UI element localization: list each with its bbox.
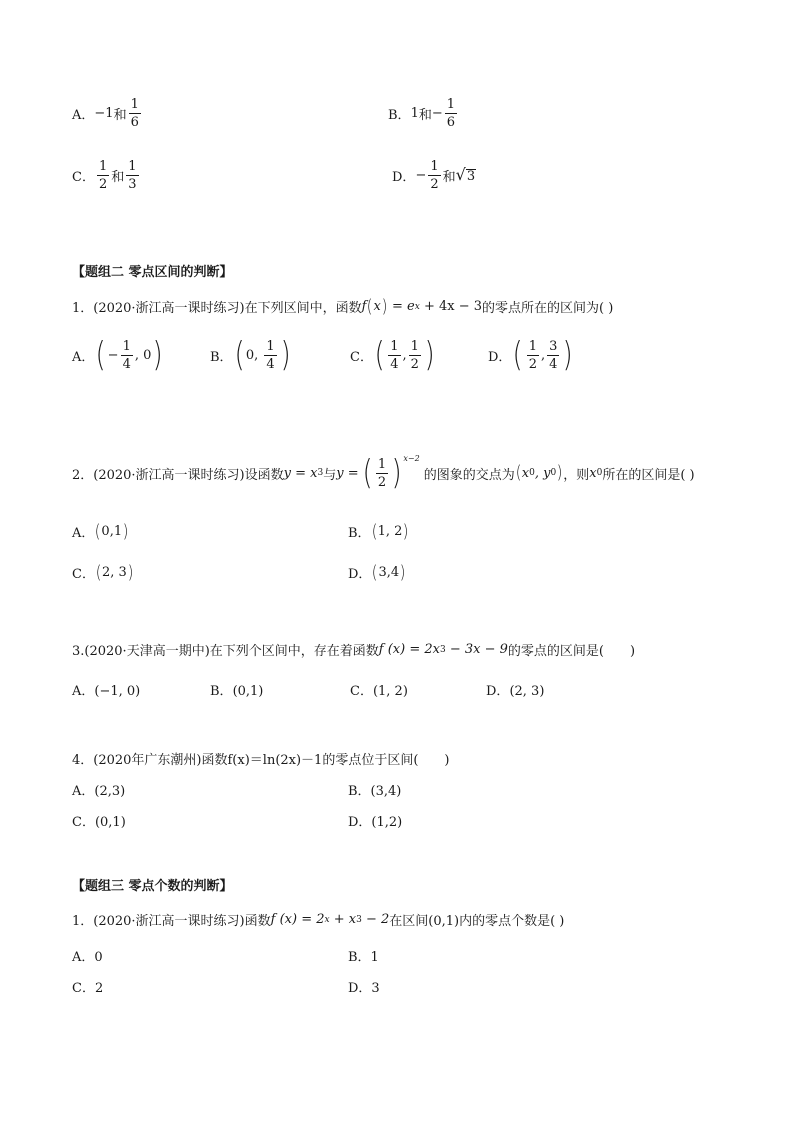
fraction: $\frac{1}{2}$ <box>98 159 108 192</box>
fraction: $\frac{1}{2}$ <box>528 338 537 372</box>
option-d[interactable] <box>486 680 544 699</box>
option-letter: C． <box>72 170 95 185</box>
option-value: , 0 <box>134 347 152 363</box>
fraction: $\frac{3}{4}$ <box>549 338 558 372</box>
math-expr: y = <box>336 465 359 481</box>
math-var: , y <box>534 465 551 481</box>
exponent: x−2 <box>403 454 420 463</box>
option-b[interactable]: B．(3,4) <box>348 784 402 799</box>
option-value: 2, 3 <box>101 565 127 580</box>
square-root: √ 3 <box>455 164 476 184</box>
subscript: 0 <box>529 468 535 478</box>
fraction: $\frac{1}{3}$ <box>128 159 137 192</box>
fraction: $\frac{1}{4}$ <box>266 338 275 372</box>
option-letter: D． <box>486 684 510 699</box>
exponent: x <box>324 914 330 925</box>
paren: ( <box>367 295 373 317</box>
exponent: x <box>414 301 420 312</box>
option-b[interactable]: B． ( 1, 2 ) <box>348 520 409 542</box>
option-letter: B． <box>210 349 233 365</box>
option-b[interactable]: B．1 <box>348 950 379 965</box>
option-letter: B． <box>388 108 411 123</box>
option-letter: B． <box>348 526 371 541</box>
exponent: 3 <box>317 468 324 478</box>
question-1-stem <box>72 297 613 316</box>
option-conjunction: 和 <box>111 170 125 185</box>
question-text: 1．(2020·浙江高一课时练习)在下列区间中，函数 <box>72 301 362 316</box>
question-4-stem: 4．(2020年广东潮州)函数f(x)＝ln(2x)－1的零点位于区间( ) <box>72 753 450 768</box>
math-var: e <box>407 299 415 314</box>
option-letter: D． <box>488 349 512 365</box>
math-expr: + 4x − 3 <box>419 299 483 314</box>
option-d[interactable]: D．3 <box>348 981 380 996</box>
option-letter: C． <box>350 684 373 699</box>
fraction: $\frac{1}{2}$ <box>377 456 387 490</box>
paren: ) <box>381 295 388 317</box>
option-value: (−1, 0) <box>94 684 141 699</box>
math-expr: f (x) = 2x <box>378 642 440 657</box>
option-value: 3,4 <box>378 565 400 580</box>
math-expr: − 3x − 9 <box>445 642 508 657</box>
option-d[interactable] <box>392 160 476 191</box>
option-value: 1 <box>410 106 419 121</box>
option-letter: A． <box>72 684 95 699</box>
option-letter: A． <box>72 349 95 365</box>
subscript: 0 <box>550 468 557 478</box>
question-text: 与 <box>323 467 337 483</box>
option-a[interactable]: A． ( − $\frac{1}{4}$ , 0 ) <box>72 335 163 375</box>
option-b[interactable] <box>388 98 459 129</box>
section-heading: 【题组三 零点个数的判断】 <box>72 879 233 894</box>
option-value: 0, <box>245 347 263 363</box>
option-d[interactable]: D．(1,2) <box>348 815 403 830</box>
option-conjunction: 和 <box>442 170 456 185</box>
math-var: x <box>589 465 597 481</box>
math-var: x <box>373 299 381 314</box>
option-a[interactable]: A．0 <box>72 950 103 965</box>
question-text: 在区间(0,1)内的零点个数是( ) <box>389 914 565 929</box>
exponent: 3 <box>439 644 446 655</box>
option-letter: A． <box>72 526 95 541</box>
question-text: 的图象的交点为 <box>423 467 515 483</box>
exponent: 3 <box>356 914 362 925</box>
question-3-stem <box>72 640 635 659</box>
option-a[interactable]: A． ( 0,1 ) <box>72 520 129 542</box>
option-d[interactable]: D． ( $\frac{1}{2}$ , $\frac{3}{4}$ ) <box>488 335 574 375</box>
question-2-stem: 2．(2020·浙江高一课时练习)设函数 y = x 3 与 y = ( $\frac{1}{2}$ ) x−2 的图象的交点为 ( x 0 , y 0 ) ，则 x 0 所在的区间是( ) <box>72 453 695 493</box>
math-expr: y = x <box>283 465 318 481</box>
fraction: $\frac{1}{4}$ <box>122 338 131 372</box>
section-heading: 【题组二 零点区间的判断】 <box>72 265 233 280</box>
fraction: $\frac{1}{4}$ <box>390 338 399 372</box>
option-letter: D． <box>392 170 416 185</box>
math-var: f <box>361 299 367 314</box>
fraction: $\frac{1}{2}$ <box>410 338 419 372</box>
option-letter: A． <box>72 108 95 123</box>
option-conjunction: 和 <box>418 108 432 123</box>
minus-sign: − <box>431 106 443 121</box>
math-expr: f (x) = 2 <box>270 912 325 927</box>
option-value: 0,1 <box>101 524 123 539</box>
minus-sign: − <box>107 347 119 363</box>
question-text: 1．(2020·浙江高一课时练习)函数 <box>72 914 271 929</box>
math-var: x <box>521 465 530 481</box>
question-text: 2．(2020·浙江高一课时练习)设函数 <box>72 467 284 483</box>
question-text: 所在的区间是( ) <box>602 467 695 483</box>
option-letter: D． <box>348 567 372 582</box>
option-c[interactable]: C．(0,1) <box>72 815 126 830</box>
math-expr: + x <box>329 912 357 927</box>
question-text: 3.(2020·天津高一期中)在下列个区间中，存在着函数 <box>72 644 379 659</box>
option-conjunction: 和 <box>113 108 127 123</box>
option-c[interactable]: C．2 <box>72 981 104 996</box>
option-c[interactable]: C． ( $\frac{1}{4}$ , $\frac{1}{2}$ ) <box>350 335 435 375</box>
subscript: 0 <box>596 468 603 478</box>
option-letter: C． <box>350 349 373 365</box>
fraction: $\frac{1}{6}$ <box>130 97 139 130</box>
question-text: ，则 <box>563 467 590 483</box>
option-d[interactable]: D． ( 3,4 ) <box>348 561 406 583</box>
option-value: −1 <box>94 106 114 121</box>
option-c[interactable] <box>350 680 408 699</box>
option-value: (2, 3) <box>509 684 545 699</box>
option-c[interactable] <box>72 160 141 191</box>
math-expr: − 2 <box>361 912 390 927</box>
minus-sign: − <box>415 168 427 183</box>
option-a[interactable]: A．(2,3) <box>72 784 126 799</box>
option-a[interactable] <box>72 98 143 129</box>
option-b[interactable] <box>210 680 263 699</box>
fraction: $\frac{1}{2}$ <box>430 159 439 192</box>
option-letter: C． <box>72 567 95 582</box>
option-b[interactable]: B． ( 0, $\frac{1}{4}$ ) <box>210 335 291 375</box>
option-value: 1, 2 <box>377 524 403 539</box>
math-op: = <box>387 299 408 314</box>
option-value: (0,1) <box>232 684 264 699</box>
question-text: 的零点所在的区间为( ) <box>482 301 614 316</box>
question-1-stem <box>72 910 564 929</box>
fraction: $\frac{1}{6}$ <box>446 97 456 130</box>
option-letter: B． <box>210 684 233 699</box>
question-text: 的零点的区间是( ) <box>507 644 636 659</box>
option-c[interactable]: C． ( 2, 3 ) <box>72 561 134 583</box>
option-value: (1, 2) <box>372 684 408 699</box>
option-a[interactable] <box>72 680 140 699</box>
